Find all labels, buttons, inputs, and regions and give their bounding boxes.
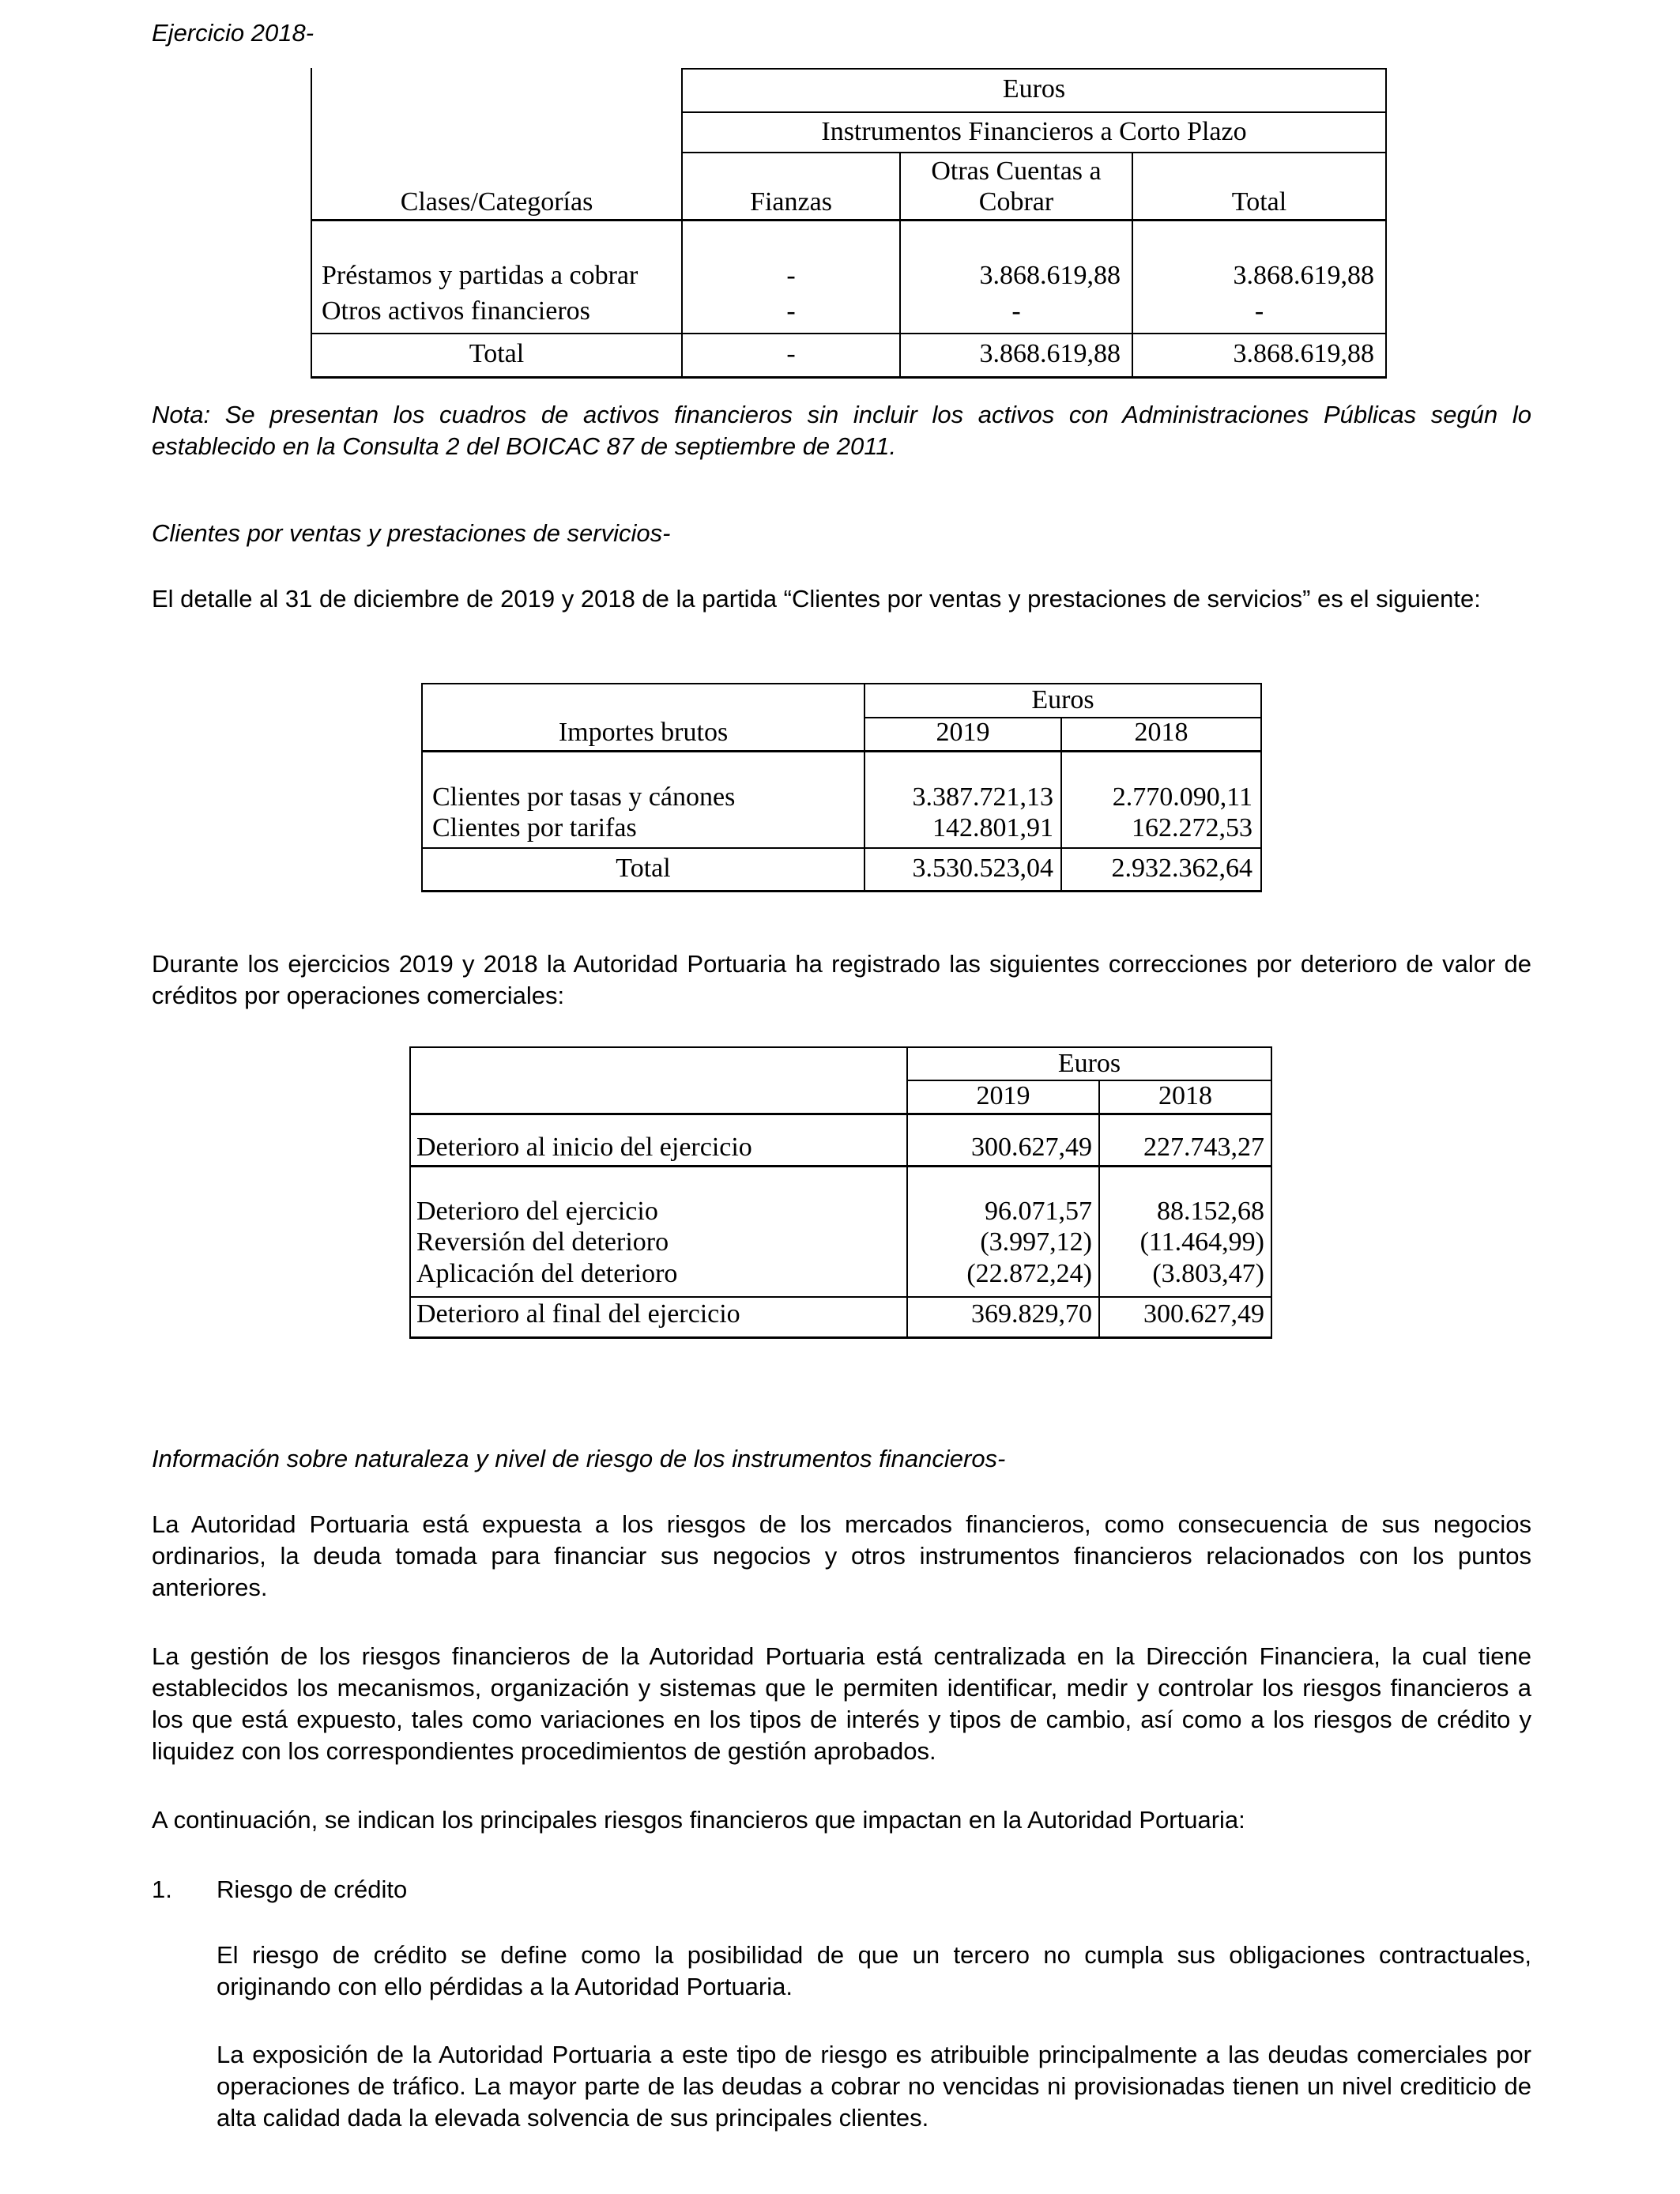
value-2018: 227.743,27 — [1143, 1133, 1264, 1162]
fianzas-value: - — [786, 339, 796, 368]
table2-label-header: Importes brutos — [558, 718, 729, 747]
row-label: Préstamos y partidas a cobrar — [322, 261, 638, 290]
row-label: Reversión del deterioro — [416, 1227, 669, 1257]
total-value: - — [1254, 296, 1264, 326]
list-item-number: 1. — [152, 1875, 172, 1903]
riesgo-paragraph-2: La gestión de los riesgos financieros de la Autoridad Portuaria está centralizada en la Dirección Financiera, la cual tiene establecidos los mecanismos, organización y sistemas que le permiten identificar, medir y controlar los riesgos financieros a los que está expuesto, tales como variaciones en los tipos de interés y tipos de cambio, así como a los riesgos de crédito y liquidez con los correspondientes procedimientos de gestión aprobados. — [152, 1642, 1531, 1765]
value-2019: (22.872,24) — [966, 1259, 1092, 1288]
credit-risk-paragraph-1: El riesgo de crédito se define como la posibilidad de que un tercero no cumpla sus obligaciones contractuales, originando con ello pérdidas a la Autoridad Portuaria. — [217, 1941, 1531, 2000]
value-2018: 2.770.090,11 — [1112, 782, 1252, 812]
row-label: Deterioro al inicio del ejercicio — [416, 1133, 752, 1162]
table2-euros-header: Euros — [1031, 685, 1094, 714]
table1-group-header: Instrumentos Financieros a Corto Plazo — [821, 117, 1247, 146]
section-heading-riesgo: Información sobre naturaleza y nivel de riesgo de los instrumentos financieros- — [152, 1445, 1006, 1472]
row-label: Total — [616, 854, 671, 883]
fianzas-value: - — [786, 296, 796, 326]
table3-euros-header: Euros — [1057, 1049, 1121, 1078]
list-item-title: Riesgo de crédito — [217, 1875, 408, 1903]
table1-otras-header-line1: Otras Cuentas a — [931, 156, 1102, 186]
value-2018: 88.152,68 — [1157, 1197, 1264, 1226]
table3-2018-header: 2018 — [1158, 1081, 1212, 1110]
value-2019: 300.627,49 — [971, 1133, 1092, 1162]
credit-risk-paragraph-2: La exposición de la Autoridad Portuaria a este tipo de riesgo es atribuible principalmente a las deudas comerciales por operaciones de tráfico. La mayor parte de las deudas a cobrar no vencidas ni provisionadas tienen un nivel crediticio de alta calidad dada la elevada solvencia de sus principales clientes. — [217, 2041, 1531, 2132]
row-label: Aplicación del deterioro — [416, 1259, 678, 1288]
value-2018: 300.627,49 — [1143, 1299, 1264, 1329]
clientes-paragraph: El detalle al 31 de diciembre de 2019 y 2018 de la partida “Clientes por ventas y prestaciones de servicios” es el siguiente: — [152, 585, 1481, 613]
value-2019: 3.530.523,04 — [912, 854, 1053, 883]
total-value: 3.868.619,88 — [1233, 261, 1374, 290]
table2-2018-header: 2018 — [1134, 718, 1188, 747]
table1-otras-header-line2: Cobrar — [978, 187, 1054, 217]
table1-fianzas-header: Fianzas — [750, 187, 832, 217]
total-value: 3.868.619,88 — [1233, 339, 1374, 368]
value-2019: (3.997,12) — [980, 1227, 1092, 1257]
value-2019: 96.071,57 — [985, 1197, 1092, 1226]
deterioro-paragraph: Durante los ejercicios 2019 y 2018 la Autoridad Portuaria ha registrado las siguientes correcciones por deterioro de valor de créditos por operaciones comerciales: — [152, 950, 1531, 1009]
row-label: Deterioro al final del ejercicio — [416, 1299, 740, 1329]
value-2019: 142.801,91 — [932, 813, 1053, 843]
row-label: Otros activos financieros — [322, 296, 590, 326]
table3-2019-header: 2019 — [976, 1081, 1030, 1110]
row-label: Total — [469, 339, 525, 368]
riesgo-paragraph-1: La Autoridad Portuaria está expuesta a los riesgos de los mercados financieros, como consecuencia de sus negocios ordinarios, la deuda tomada para financiar sus negocios y otros instrumentos financieros relacionados con los puntos anteriores. — [152, 1510, 1531, 1601]
riesgo-paragraph-3: A continuación, se indican los principales riesgos financieros que impactan en la Autoridad Portuaria: — [152, 1806, 1245, 1834]
value-2019: 369.829,70 — [971, 1299, 1092, 1329]
otras-value: 3.868.619,88 — [979, 339, 1121, 368]
value-2018: (3.803,47) — [1152, 1259, 1264, 1288]
value-2018: (11.464,99) — [1139, 1227, 1264, 1257]
section-heading-clientes: Clientes por ventas y prestaciones de servicios- — [152, 519, 671, 547]
otras-value: 3.868.619,88 — [979, 261, 1121, 290]
table2-2019-header: 2019 — [936, 718, 990, 747]
value-2018: 2.932.362,64 — [1111, 854, 1252, 883]
row-label: Deterioro del ejercicio — [416, 1197, 658, 1226]
fianzas-value: - — [786, 261, 796, 290]
row-label: Clientes por tarifas — [432, 813, 637, 843]
otras-value: - — [1011, 296, 1021, 326]
table1-total-header: Total — [1231, 187, 1287, 217]
value-2019: 3.387.721,13 — [912, 782, 1053, 812]
value-2018: 162.272,53 — [1132, 813, 1252, 843]
section-heading-2018: Ejercicio 2018- — [152, 19, 315, 47]
table1-euros-header: Euros — [1002, 74, 1066, 104]
table1-class-header: Clases/Categorías — [400, 187, 593, 217]
row-label: Clientes por tasas y cánones — [432, 782, 736, 812]
note-paragraph: Nota: Se presentan los cuadros de activos financieros sin incluir los activos con Administraciones Públicas según lo establecido en la Consulta 2 del BOICAC 87 de septiembre de 2011. — [152, 401, 1531, 460]
